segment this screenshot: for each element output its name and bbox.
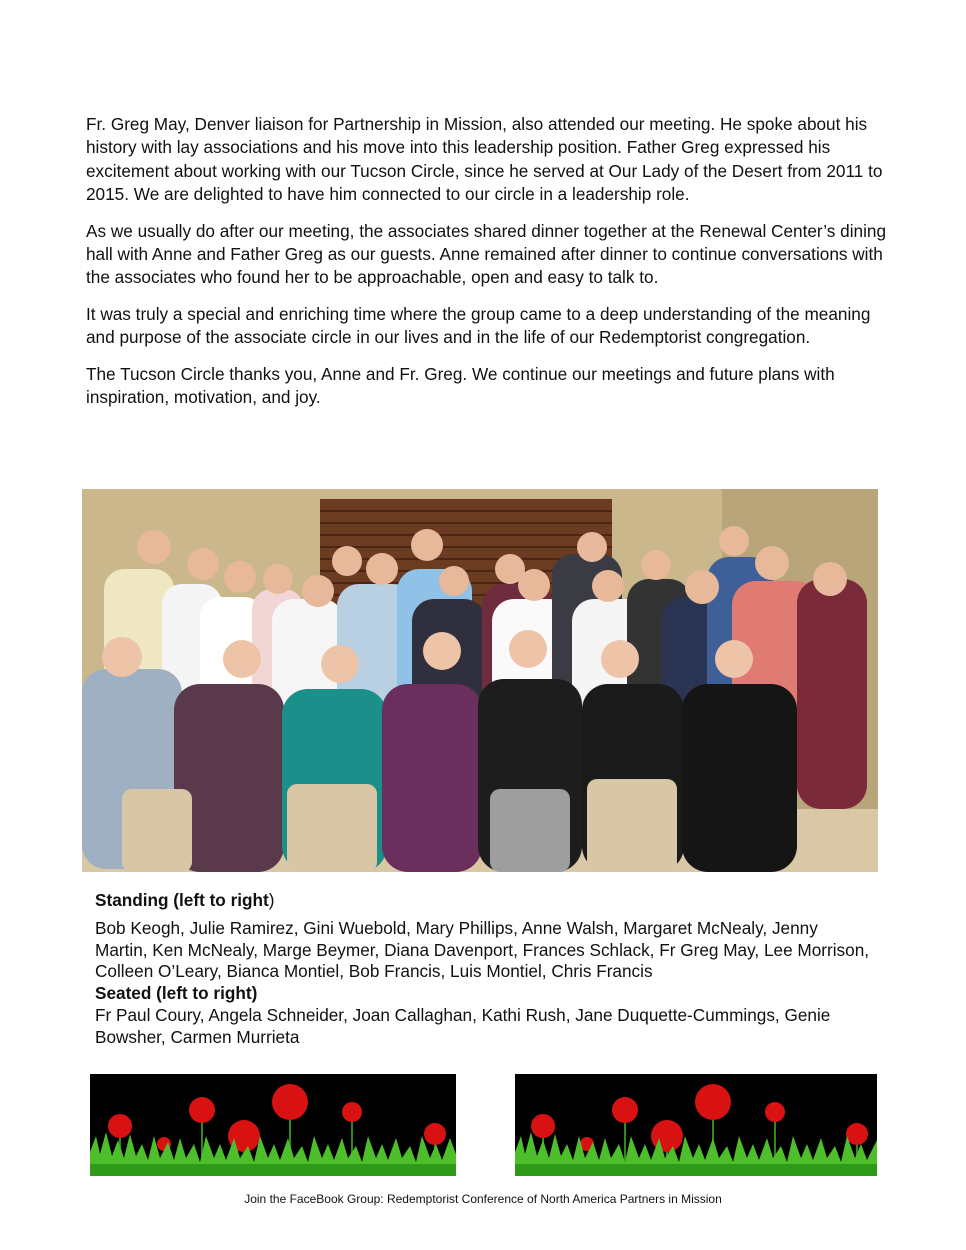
standing-heading: Standing (left to right	[95, 890, 269, 910]
paragraph-greg-may: Fr. Greg May, Denver liaison for Partnership in Mission, also attended our meeting. He spoke about his history with lay associations and his move into this leadership position. Father Greg expressed his excitement about working with our Tucson Circle, since he served at Our Lady of the Desert from 2011 to 2015. We are delighted to have him connected to our circle in a leadership role.	[86, 114, 883, 205]
standing-heading-paren: )	[268, 890, 275, 910]
poppy-banner-left	[90, 1074, 456, 1176]
seated-heading: Seated (left to right)	[95, 983, 258, 1004]
article-body	[86, 113, 886, 422]
photo-caption	[95, 890, 875, 1049]
group-photo	[82, 489, 878, 872]
poppy-banner-right	[515, 1074, 877, 1176]
paragraph-thanks: The Tucson Circle thanks you, Anne and Fr. Greg. We continue our meetings and future plans with inspiration, motivation, and joy.	[86, 363, 835, 408]
facebook-group-footer: Join the FaceBook Group: Redemptorist Conference of North America Partners in Mission	[244, 1192, 722, 1206]
standing-heading-line	[95, 890, 875, 912]
paragraph-dinner: As we usually do after our meeting, the associates shared dinner together at the Renewal Center’s dining hall with Anne and Father Greg as our guests. Anne remained after dinner to continue conversations with the associates who found her to be approachable, open and easy to talk to.	[86, 220, 887, 288]
seated-names: Fr Paul Coury, Angela Schneider, Joan Callaghan, Kathi Rush, Jane Duquette-Cummings, Genie Bowsher, Carmen Murrieta	[95, 1004, 831, 1047]
paragraph-special-time: It was truly a special and enriching time where the group came to a deep understanding of the meaning and purpose of the associate circle in our lives and in the life of our Redemptorist congregation.	[86, 303, 871, 348]
standing-names: Bob Keogh, Julie Ramirez, Gini Wuebold, Mary Phillips, Anne Walsh, Margaret McNealy, Jenny Martin, Ken McNealy, Marge Beymer, Diana Davenport, Frances Schlack, Fr Greg May, Lee Morrison, Colleen O’Leary, Bianca Montiel, Bob Francis, Luis Montiel, Chris Francis	[95, 917, 870, 982]
